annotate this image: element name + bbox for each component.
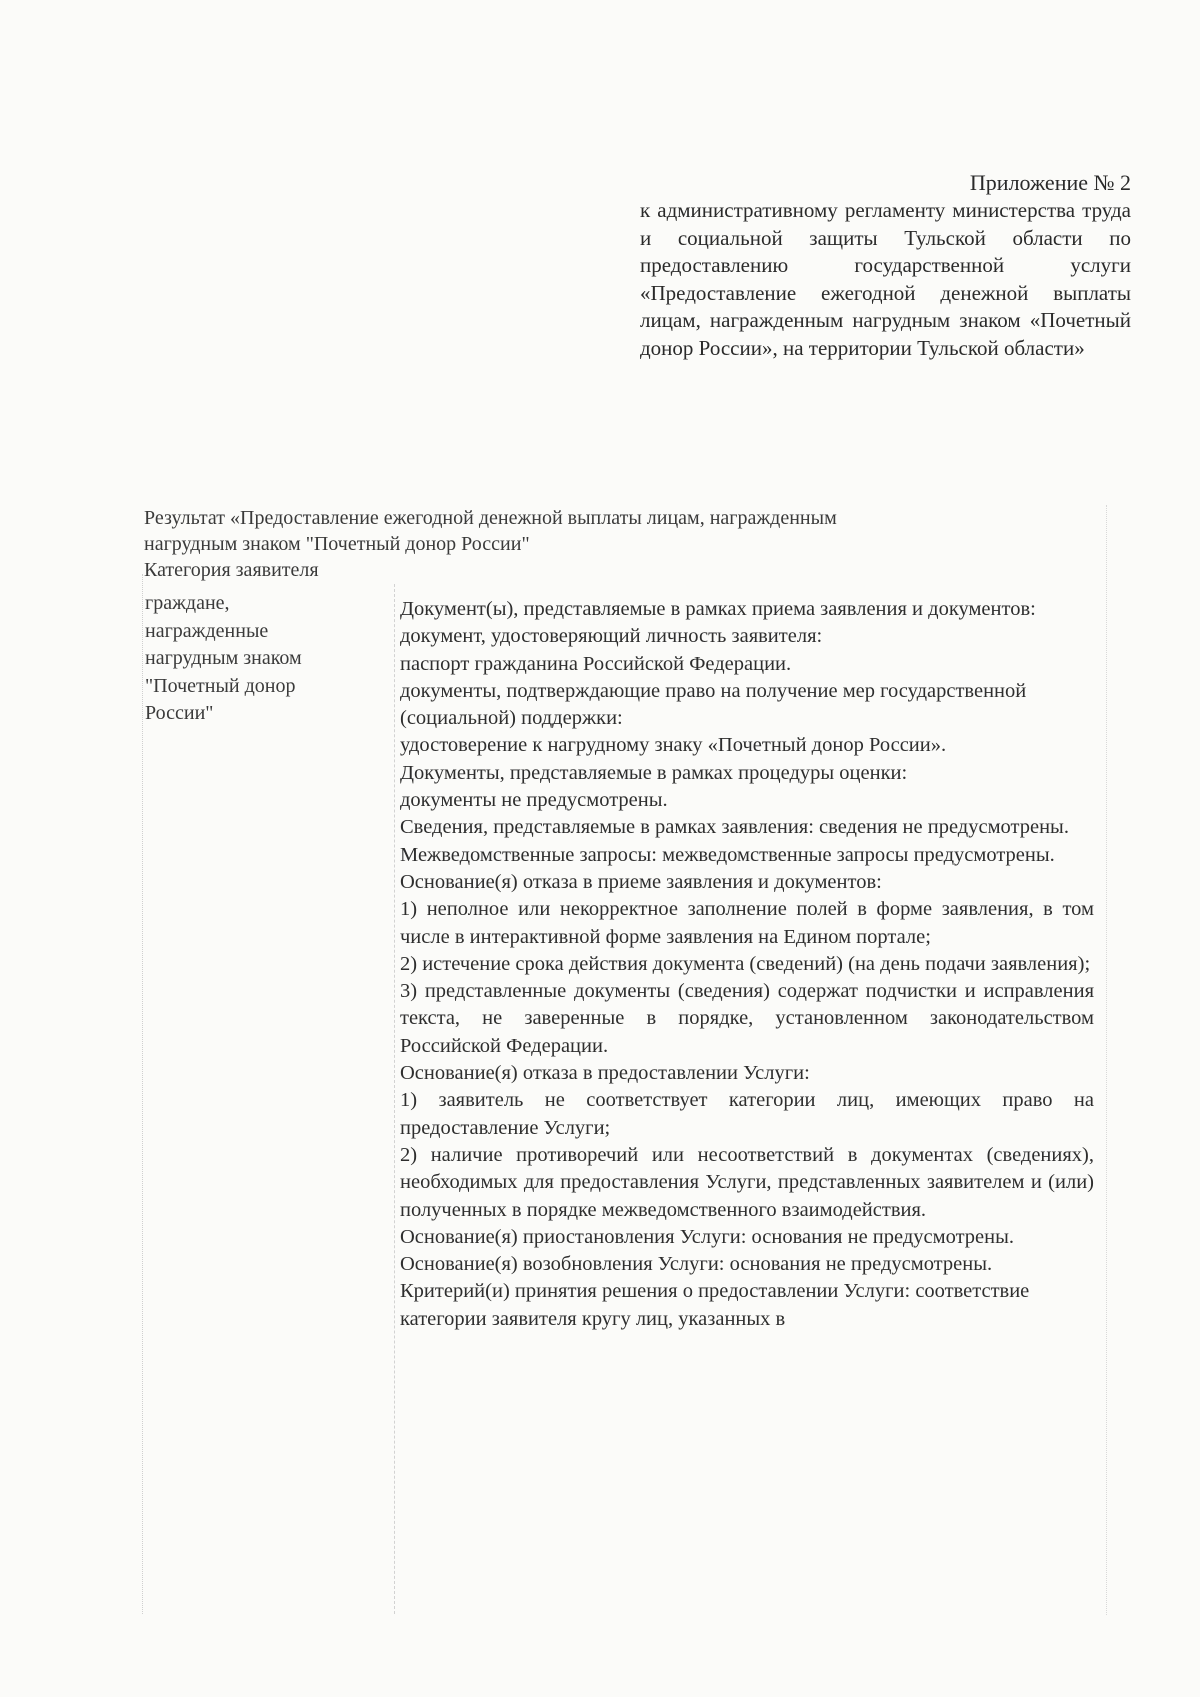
result-line-2: нагрудным знаком "Почетный донор России": [144, 533, 530, 555]
assessment-documents-value: документы не предусмотрены.: [400, 789, 668, 812]
category-line: России": [145, 702, 214, 724]
decision-criteria-paragraph: Критерий(и) принятия решения о предоставлении Услуги: соответствие категории заявителя кругу лиц, указанных в: [400, 1280, 1030, 1330]
result-line-1: Результат «Предоставление ежегодной денежной выплаты лицам, награжденным: [144, 507, 837, 529]
service-details-cell: [400, 596, 1094, 1333]
category-line: нагрудным знаком: [145, 647, 302, 669]
column-divider: [394, 584, 395, 1614]
refusal-acceptance-item-3: 3) представленные документы (сведения) содержат подчистки и исправления текста, не заверенные в порядке, установленном законодательством Российской Федерации.: [400, 980, 1094, 1057]
refusal-service-item-2: 2) наличие противоречий или несоответствий в документах (сведениях), необходимых для предоставления Услуги, представленных заявителем и (или) полученных в порядке межведомственного взаимодействия.: [400, 1143, 1094, 1221]
refusal-service-heading: Основание(я) отказа в предоставлении Услуги:: [400, 1062, 810, 1085]
appendix-reference-text: к административному регламенту министерства труда и социальной защиты Тульской области по предоставлению государственной услуги «Предоставление ежегодной денежной выплаты лицам, награжденным нагрудным знаком «Почетный донор России», на территории Тульской области»: [640, 198, 1131, 360]
refusal-acceptance-item-2: 2) истечение срока действия документа (сведений) (на день подачи заявления);: [400, 952, 1091, 975]
refusal-acceptance-heading: Основание(я) отказа в приеме заявления и документов:: [400, 870, 882, 893]
appendix-title: Приложение № 2: [969, 170, 1131, 195]
passport-item: паспорт гражданина Российской Федерации.: [400, 652, 792, 675]
eligibility-documents-heading: документы, подтверждающие право на получение мер государственной (социальной) поддержки:: [400, 679, 1027, 730]
resumption-paragraph: Основание(я) возобновления Услуги: основания не предусмотрены.: [400, 1253, 993, 1276]
category-line: граждане,: [145, 592, 230, 614]
donor-certificate-item: удостоверение к нагрудному знаку «Почетный донор России».: [400, 734, 947, 757]
refusal-acceptance-item-1: 1) неполное или некорректное заполнение полей в форме заявления, в том числе в интерактивной форме заявления на Едином портале;: [400, 898, 1094, 948]
application-info-paragraph: Сведения, представляемые в рамках заявления: сведения не предусмотрены.: [400, 816, 1069, 839]
suspension-paragraph: Основание(я) приостановления Услуги: основания не предусмотрены.: [400, 1225, 1015, 1248]
documents-heading: Документ(ы), представляемые в рамках приема заявления и документов:: [400, 598, 1036, 620]
refusal-service-item-1: 1) заявитель не соответствует категории лиц, имеющих право на предоставление Услуги;: [400, 1089, 1094, 1139]
assessment-documents-heading: Документы, представляемые в рамках процедуры оценки:: [400, 761, 908, 784]
table-right-edge: [1106, 505, 1107, 1615]
applicant-category-cell: [145, 590, 385, 728]
category-line: награжденные: [145, 619, 269, 642]
category-line: "Почетный донор: [145, 674, 296, 697]
appendix-reference: [640, 197, 1131, 363]
interagency-requests-paragraph: Межведомственные запросы: межведомственные запросы предусмотрены.: [400, 843, 1055, 866]
result-header: [144, 505, 1064, 583]
identity-document-heading: документ, удостоверяющий личность заявителя:: [400, 625, 823, 648]
category-label: Категория заявителя: [144, 559, 319, 581]
